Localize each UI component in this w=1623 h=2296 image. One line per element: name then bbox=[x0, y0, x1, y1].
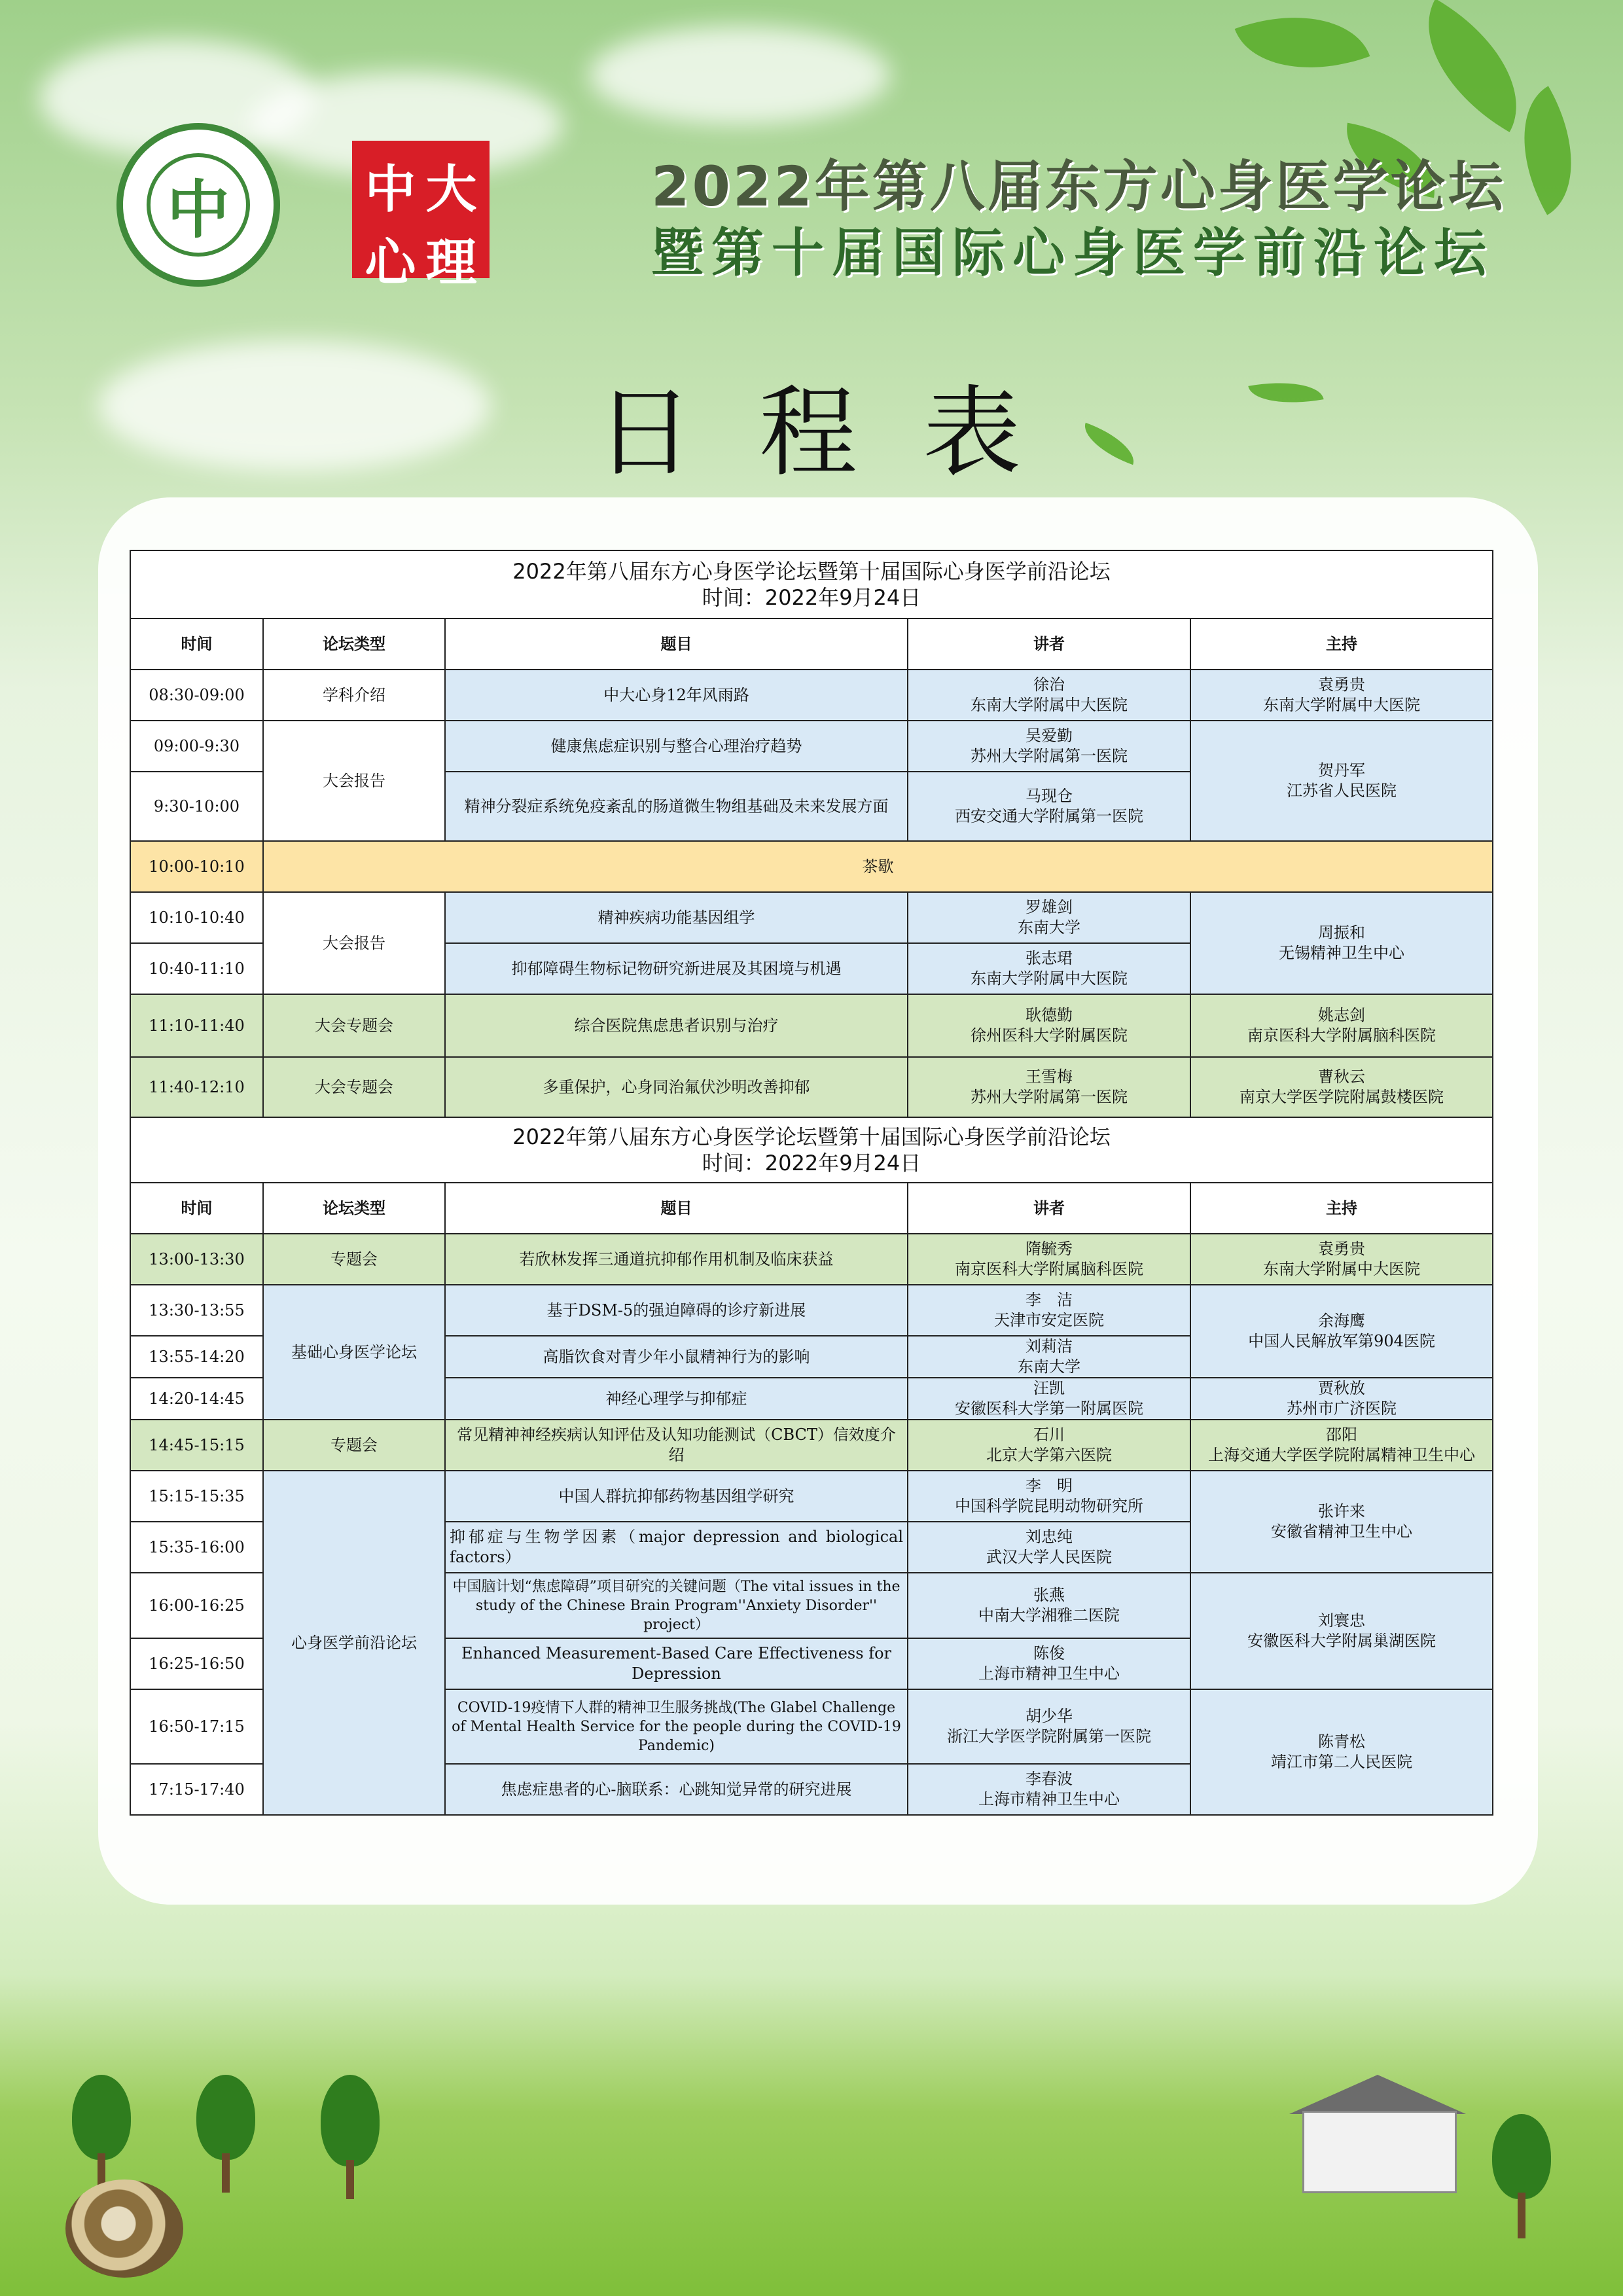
speaker-name: 刘忠纯 bbox=[1026, 1528, 1073, 1546]
cell-topic: 中国脑计划“焦虑障碍”项目研究的关键问题（The vital issues in the study of the Chinese Brain Program''Anxiety Disorder'' project） bbox=[445, 1573, 908, 1638]
host-name: 贺丹军 bbox=[1318, 761, 1366, 780]
cell-speaker bbox=[908, 1573, 1190, 1638]
speaker-name: 李春波 bbox=[1026, 1770, 1073, 1788]
schedule-table-afternoon bbox=[130, 1117, 1493, 1816]
tree-decoration bbox=[321, 2075, 380, 2166]
cell-speaker bbox=[908, 994, 1190, 1057]
schedule-table-morning bbox=[130, 550, 1493, 1118]
host-name: 曹秋云 bbox=[1318, 1067, 1366, 1086]
host-name: 余海鹰 bbox=[1318, 1312, 1366, 1330]
speaker-org: 苏州大学附属第一医院 bbox=[971, 747, 1128, 765]
cell-host bbox=[1190, 1689, 1493, 1815]
cell-time: 16:50-17:15 bbox=[130, 1689, 263, 1764]
host-org: 安徽省精神卫生中心 bbox=[1271, 1522, 1413, 1541]
cell-host bbox=[1190, 1378, 1493, 1420]
table-row bbox=[130, 994, 1493, 1057]
speaker-org: 北京大学第六医院 bbox=[986, 1446, 1112, 1464]
cell-speaker bbox=[908, 1689, 1190, 1764]
col-header-type: 论坛类型 bbox=[263, 619, 445, 670]
table-row bbox=[130, 721, 1493, 772]
speaker-org: 徐州医科大学附属医院 bbox=[971, 1026, 1128, 1045]
speaker-org: 武汉大学人民医院 bbox=[986, 1548, 1112, 1566]
tree-trunk-decoration bbox=[1518, 2193, 1525, 2238]
cell-time: 13:55-14:20 bbox=[130, 1336, 263, 1378]
tree-trunk-decoration bbox=[346, 2160, 354, 2199]
speaker-org: 东南大学附属中大医院 bbox=[971, 969, 1128, 988]
cell-speaker bbox=[908, 772, 1190, 841]
caption-title: 2022年第八届东方心身医学论坛暨第十届国际心身医学前沿论坛 bbox=[512, 1124, 1111, 1149]
cell-host bbox=[1190, 994, 1493, 1057]
table-row-break bbox=[130, 841, 1493, 892]
speaker-org: 上海市精神卫生中心 bbox=[978, 1790, 1120, 1808]
host-name: 刘寰忠 bbox=[1318, 1611, 1366, 1630]
cell-topic: 中大心身12年风雨路 bbox=[445, 670, 908, 721]
caption-date: 时间：2022年9月24日 bbox=[702, 585, 921, 610]
cell-topic: 精神疾病功能基因组学 bbox=[445, 892, 908, 943]
table-row bbox=[130, 1234, 1493, 1285]
cell-host bbox=[1190, 1573, 1493, 1689]
cell-topic: 常见精神神经疾病认知评估及认知功能测试（CBCT）信效度介绍 bbox=[445, 1420, 908, 1471]
cell-time: 09:00-9:30 bbox=[130, 721, 263, 772]
seal-char: 理 bbox=[425, 233, 477, 293]
col-header-topic: 题目 bbox=[445, 1183, 908, 1234]
cell-type: 学科介绍 bbox=[263, 670, 445, 721]
col-header-host: 主持 bbox=[1190, 1183, 1493, 1234]
host-name: 袁勇贵 bbox=[1318, 675, 1366, 694]
host-org: 靖江市第二人民医院 bbox=[1271, 1753, 1413, 1771]
host-name: 姚志剑 bbox=[1318, 1006, 1366, 1024]
cell-speaker bbox=[908, 1471, 1190, 1522]
col-header-topic: 题目 bbox=[445, 619, 908, 670]
col-header-speaker: 讲者 bbox=[908, 619, 1190, 670]
cell-break: 茶歇 bbox=[263, 841, 1493, 892]
cell-topic: Enhanced Measurement-Based Care Effectiveness for Depression bbox=[445, 1638, 908, 1689]
host-org: 东南大学附属中大医院 bbox=[1263, 1260, 1421, 1278]
schedule-title: 日程表 bbox=[596, 376, 1087, 490]
cell-type: 专题会 bbox=[263, 1234, 445, 1285]
cell-speaker bbox=[908, 1336, 1190, 1378]
tree-decoration bbox=[72, 2075, 131, 2160]
col-header-speaker: 讲者 bbox=[908, 1183, 1190, 1234]
col-header-time: 时间 bbox=[130, 619, 263, 670]
cell-time: 10:40-11:10 bbox=[130, 943, 263, 994]
speaker-name: 李 明 bbox=[1026, 1477, 1073, 1495]
cell-topic: 健康焦虑症识别与整合心理治疗趋势 bbox=[445, 721, 908, 772]
cell-time: 10:10-10:40 bbox=[130, 892, 263, 943]
host-name: 贾秋放 bbox=[1318, 1379, 1366, 1397]
cell-time: 9:30-10:00 bbox=[130, 772, 263, 841]
hospital-logo-inner bbox=[147, 153, 250, 257]
cell-speaker bbox=[908, 892, 1190, 943]
tree-decoration bbox=[196, 2075, 255, 2160]
cell-topic: 综合医院焦虑患者识别与治疗 bbox=[445, 994, 908, 1057]
seal-char: 心 bbox=[365, 233, 416, 293]
cell-speaker bbox=[908, 1764, 1190, 1815]
house-roof-decoration bbox=[1289, 2075, 1466, 2114]
speaker-name: 张燕 bbox=[1033, 1586, 1065, 1604]
cell-time: 16:25-16:50 bbox=[130, 1638, 263, 1689]
caption-title: 2022年第八届东方心身医学论坛暨第十届国际心身医学前沿论坛 bbox=[512, 559, 1111, 584]
speaker-org: 中南大学湘雅二医院 bbox=[978, 1606, 1120, 1624]
seal-logo bbox=[352, 141, 490, 293]
speaker-name: 张志珺 bbox=[1026, 949, 1073, 967]
speaker-org: 东南大学 bbox=[1018, 918, 1080, 937]
hospital-logo bbox=[116, 123, 280, 287]
table-row bbox=[130, 892, 1493, 943]
cell-time: 15:15-15:35 bbox=[130, 1471, 263, 1522]
cell-time: 13:00-13:30 bbox=[130, 1234, 263, 1285]
cell-topic: 抑郁症与生物学因素（major depression and biological factors） bbox=[445, 1522, 908, 1573]
cell-topic: 焦虑症患者的心-脑联系：心跳知觉异常的研究进展 bbox=[445, 1764, 908, 1815]
cell-speaker bbox=[908, 1522, 1190, 1573]
col-header-time: 时间 bbox=[130, 1183, 263, 1234]
host-name: 袁勇贵 bbox=[1318, 1240, 1366, 1258]
cell-speaker bbox=[908, 1420, 1190, 1471]
table-row bbox=[130, 670, 1493, 721]
cell-speaker bbox=[908, 670, 1190, 721]
cell-host bbox=[1190, 1420, 1493, 1471]
speaker-name: 耿德勤 bbox=[1026, 1006, 1073, 1024]
cell-host bbox=[1190, 892, 1493, 994]
forum-title-line1: 2022年第八届东方心身医学论坛 bbox=[651, 154, 1506, 219]
table-row bbox=[130, 1471, 1493, 1522]
host-name: 张许来 bbox=[1318, 1502, 1366, 1520]
cell-speaker bbox=[908, 943, 1190, 994]
speaker-name: 吴爱勤 bbox=[1026, 726, 1073, 745]
col-header-type: 论坛类型 bbox=[263, 1183, 445, 1234]
cell-time: 10:00-10:10 bbox=[130, 841, 263, 892]
speaker-name: 汪凯 bbox=[1033, 1379, 1065, 1397]
speaker-org: 西安交通大学附属第一医院 bbox=[955, 807, 1143, 825]
host-org: 南京大学医学院附属鼓楼医院 bbox=[1240, 1088, 1444, 1106]
host-org: 江苏省人民医院 bbox=[1287, 781, 1397, 800]
tree-trunk-decoration bbox=[222, 2153, 230, 2193]
cloud-decoration bbox=[589, 26, 890, 124]
cell-host bbox=[1190, 1285, 1493, 1378]
cell-type: 大会专题会 bbox=[263, 1057, 445, 1117]
caption-date: 时间：2022年9月24日 bbox=[702, 1151, 921, 1175]
speaker-org: 天津市安定医院 bbox=[994, 1311, 1104, 1329]
host-org: 安徽医科大学附属巢湖医院 bbox=[1247, 1632, 1436, 1650]
cell-topic: 基于DSM-5的强迫障碍的诊疗新进展 bbox=[445, 1285, 908, 1336]
col-header-host: 主持 bbox=[1190, 619, 1493, 670]
speaker-org: 上海市精神卫生中心 bbox=[978, 1664, 1120, 1683]
cell-speaker bbox=[908, 721, 1190, 772]
cell-topic: 精神分裂症系统免疫紊乱的肠道微生物组基础及未来发展方面 bbox=[445, 772, 908, 841]
forum-title-line2: 暨第十届国际心身医学前沿论坛 bbox=[651, 223, 1494, 283]
cell-host bbox=[1190, 1471, 1493, 1573]
cell-topic: 神经心理学与抑郁症 bbox=[445, 1378, 908, 1420]
house-decoration bbox=[1302, 2111, 1457, 2193]
speaker-name: 罗雄剑 bbox=[1026, 898, 1073, 916]
cell-time: 14:45-15:15 bbox=[130, 1420, 263, 1471]
speaker-name: 石川 bbox=[1033, 1426, 1065, 1444]
speaker-name: 刘莉洁 bbox=[1026, 1337, 1073, 1355]
cloud-decoration bbox=[98, 340, 491, 471]
cell-host bbox=[1190, 1234, 1493, 1285]
cell-time: 14:20-14:45 bbox=[130, 1378, 263, 1420]
cell-speaker bbox=[908, 1234, 1190, 1285]
speaker-org: 安徽医科大学第一附属医院 bbox=[955, 1399, 1143, 1418]
cell-topic: 多重保护，心身同治氟伏沙明改善抑郁 bbox=[445, 1057, 908, 1117]
cell-host bbox=[1190, 1057, 1493, 1117]
cell-type: 大会专题会 bbox=[263, 994, 445, 1057]
speaker-org: 浙江大学医学院附属第一医院 bbox=[947, 1727, 1151, 1746]
host-org: 中国人民解放军第904医院 bbox=[1248, 1332, 1435, 1350]
speaker-org: 东南大学 bbox=[1018, 1357, 1080, 1376]
speaker-org: 南京医科大学附属脑科医院 bbox=[955, 1260, 1143, 1278]
cell-time: 08:30-09:00 bbox=[130, 670, 263, 721]
cell-type: 基础心身医学论坛 bbox=[263, 1285, 445, 1420]
host-name: 周振和 bbox=[1318, 924, 1366, 942]
host-name: 陈青松 bbox=[1318, 1732, 1366, 1751]
cell-topic: 若欣林发挥三通道抗抑郁作用机制及临床获益 bbox=[445, 1234, 908, 1285]
table-header-row bbox=[130, 1183, 1493, 1234]
cell-speaker bbox=[908, 1057, 1190, 1117]
host-name: 邵阳 bbox=[1326, 1426, 1358, 1444]
cell-time: 16:00-16:25 bbox=[130, 1573, 263, 1638]
cell-type: 心身医学前沿论坛 bbox=[263, 1471, 445, 1815]
cell-speaker bbox=[908, 1378, 1190, 1420]
seal-char: 大 bbox=[425, 160, 477, 219]
cell-host bbox=[1190, 721, 1493, 841]
host-org: 无锡精神卫生中心 bbox=[1279, 944, 1405, 962]
table-header-row bbox=[130, 619, 1493, 670]
cell-speaker bbox=[908, 1285, 1190, 1336]
seal-char: 中 bbox=[365, 160, 416, 219]
table-row bbox=[130, 1057, 1493, 1117]
cell-type: 大会报告 bbox=[263, 892, 445, 994]
speaker-name: 徐治 bbox=[1033, 675, 1065, 694]
cell-type: 专题会 bbox=[263, 1420, 445, 1471]
speaker-name: 李 洁 bbox=[1026, 1291, 1073, 1309]
table-caption-row bbox=[130, 1117, 1493, 1183]
host-org: 南京医科大学附属脑科医院 bbox=[1247, 1026, 1436, 1045]
speaker-org: 东南大学附属中大医院 bbox=[971, 696, 1128, 714]
snail-decoration bbox=[65, 2179, 183, 2278]
cell-time: 11:40-12:10 bbox=[130, 1057, 263, 1117]
table-caption-row bbox=[130, 550, 1493, 619]
speaker-org: 苏州大学附属第一医院 bbox=[971, 1088, 1128, 1106]
tree-decoration bbox=[1492, 2114, 1551, 2199]
table-caption bbox=[130, 550, 1493, 619]
speaker-name: 陈俊 bbox=[1033, 1644, 1065, 1662]
speaker-name: 隋毓秀 bbox=[1026, 1240, 1073, 1258]
cell-time: 13:30-13:55 bbox=[130, 1285, 263, 1336]
host-org: 东南大学附属中大医院 bbox=[1263, 696, 1421, 714]
hospital-logo-mark: 中 bbox=[167, 172, 230, 247]
cell-time: 11:10-11:40 bbox=[130, 994, 263, 1057]
cell-time: 17:15-17:40 bbox=[130, 1764, 263, 1815]
host-org: 苏州市广济医院 bbox=[1287, 1399, 1397, 1418]
speaker-name: 马现仓 bbox=[1026, 787, 1073, 805]
cell-host bbox=[1190, 670, 1493, 721]
host-org: 上海交通大学医学院附属精神卫生中心 bbox=[1208, 1446, 1476, 1464]
table-row bbox=[130, 1420, 1493, 1471]
speaker-org: 中国科学院昆明动物研究所 bbox=[955, 1497, 1143, 1515]
table-row bbox=[130, 1285, 1493, 1336]
speaker-name: 胡少华 bbox=[1026, 1707, 1073, 1725]
cell-topic: 高脂饮食对青少年小鼠精神行为的影响 bbox=[445, 1336, 908, 1378]
cell-topic: 中国人群抗抑郁药物基因组学研究 bbox=[445, 1471, 908, 1522]
table-caption bbox=[130, 1117, 1493, 1183]
cell-time: 15:35-16:00 bbox=[130, 1522, 263, 1573]
speaker-name: 王雪梅 bbox=[1026, 1067, 1073, 1086]
cell-topic: COVID-19疫情下人群的精神卫生服务挑战(The Glabel Challenge of Mental Health Service for the people during the COVID-19 Pandemic) bbox=[445, 1689, 908, 1764]
cell-speaker bbox=[908, 1638, 1190, 1689]
cell-type: 大会报告 bbox=[263, 721, 445, 841]
cell-topic: 抑郁障碍生物标记物研究新进展及其困境与机遇 bbox=[445, 943, 908, 994]
